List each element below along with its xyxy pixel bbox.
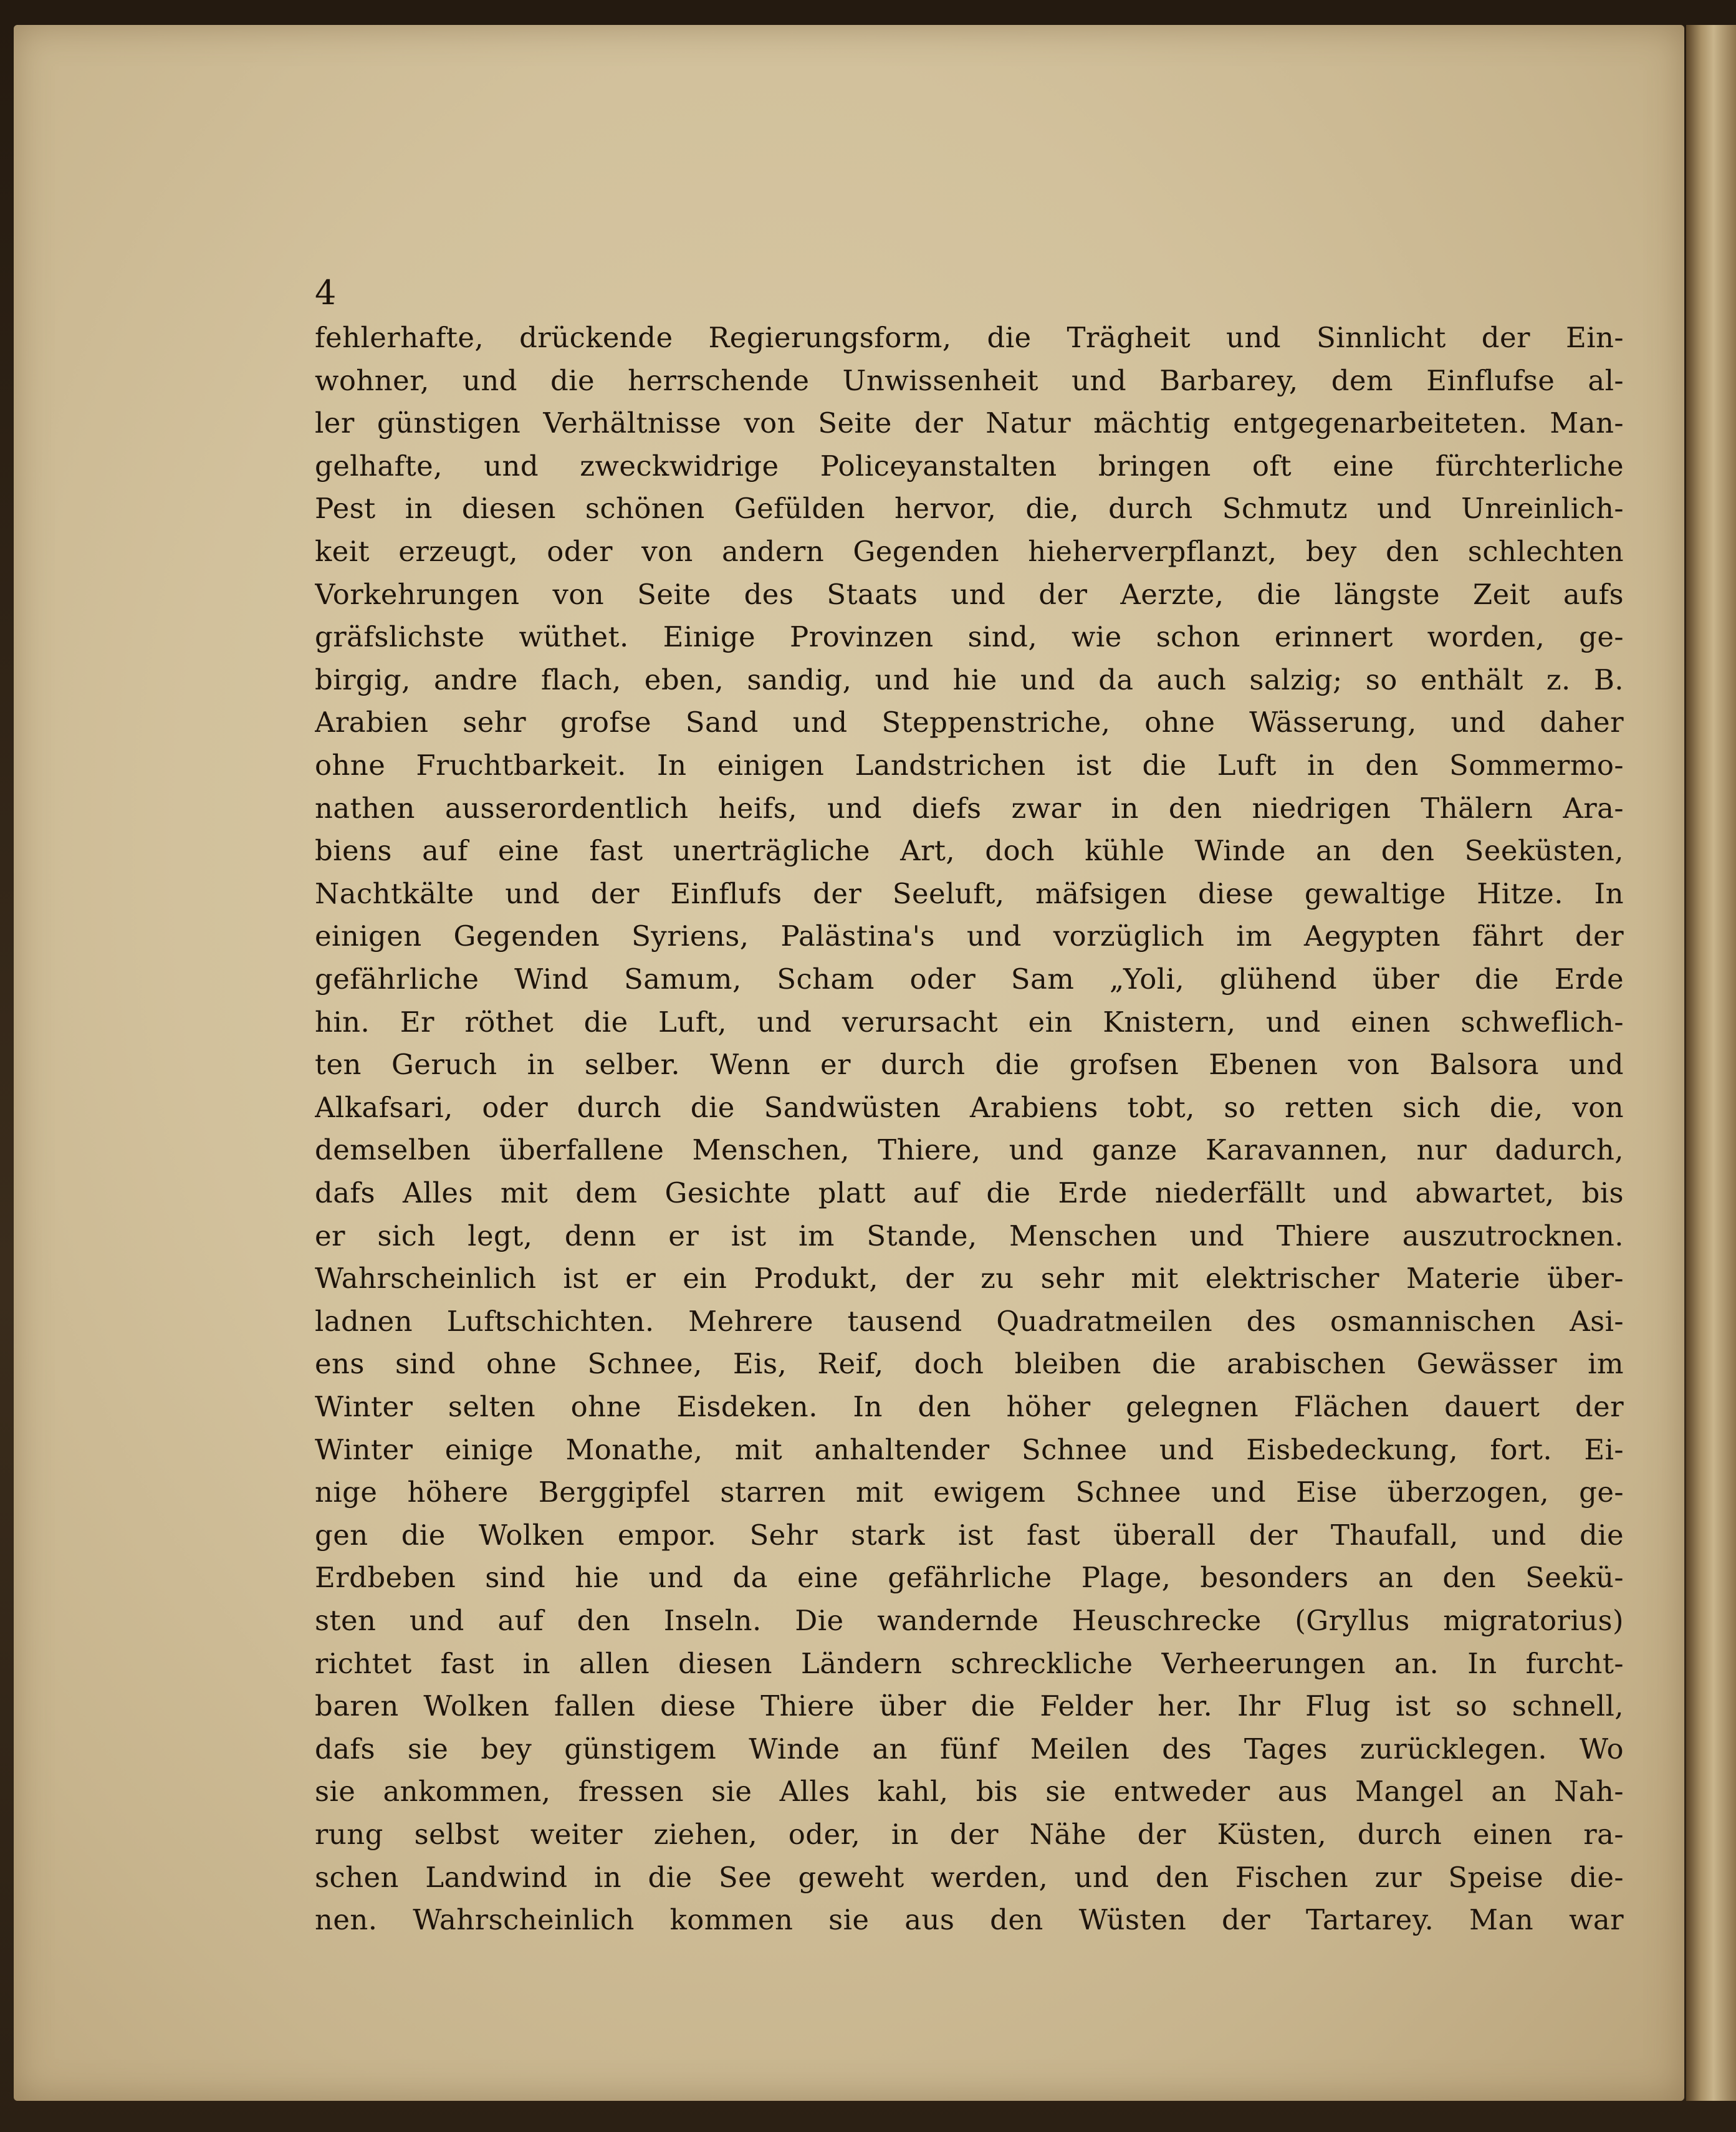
text-line: Arabien sehr grofse Sand und Steppenstriche, ohne Wässerung, und daher (315, 706, 1624, 739)
text-line: Alkafsari, oder durch die Sandwüsten Arabiens tobt, so retten sich die, von (315, 1090, 1624, 1124)
text-line: er sich legt, denn er ist im Stande, Menschen und Thiere auszutrocknen. (315, 1219, 1624, 1252)
text-line: baren Wolken fallen diese Thiere über die Felder her. Ihr Flug ist so schnell, (315, 1689, 1624, 1723)
text-line: Nachtkälte und der Einflufs der Seeluft, mäfsigen diese gewaltige Hitze. In (315, 876, 1624, 910)
page-edge (1686, 25, 1736, 2101)
text-line: keit erzeugt, oder von andern Gegenden hieherverpflanzt, bey den schlechten (315, 535, 1624, 568)
text-line: sten und auf den Inseln. Die wandernde Heuschrecke (Gryllus migratorius) (315, 1604, 1624, 1637)
text-line: gefährliche Wind Samum, Scham oder Sam „Yoli, glühend über die Erde (315, 963, 1624, 996)
text-line: ten Geruch in selber. Wenn er durch die grofsen Ebenen von Balsora und (315, 1048, 1624, 1082)
text-line: Erdbeben sind hie und da eine gefährliche Plage, besonders an den Seekü- (315, 1561, 1624, 1595)
text-line: gräfslichste wüthet. Einige Provinzen sind, wie schon erinnert worden, ge- (315, 620, 1624, 654)
text-line: gen die Wolken empor. Sehr stark ist fast überall der Thaufall, und die (315, 1518, 1624, 1552)
text-line: birgig, andre flach, eben, sandig, und hie und da auch salzig; so enthält z. B. (315, 663, 1624, 696)
text-line: Pest in diesen schönen Gefülden hervor, die, durch Schmutz und Unreinlich- (315, 492, 1624, 526)
text-line: ohne Fruchtbarkeit. In einigen Landstrichen ist die Luft in den Sommermo- (315, 749, 1624, 782)
text-line: nige höhere Berggipfel starren mit ewigem Schnee und Eise überzogen, ge- (315, 1476, 1624, 1509)
text-line: Winter selten ohne Eisdeken. In den höher gelegnen Flächen dauert der (315, 1390, 1624, 1423)
text-line: fehlerhafte, drückende Regierungsform, die Trägheit und Sinnlicht der Ein- (315, 321, 1624, 354)
text-line: ens sind ohne Schnee, Eis, Reif, doch bleiben die arabischen Gewässer im (315, 1347, 1624, 1381)
text-line: Wahrscheinlich ist er ein Produkt, der zu sehr mit elektrischer Materie über- (315, 1262, 1624, 1295)
text-line: wohner, und die herrschende Unwissenheit und Barbarey, dem Einflufse al- (315, 363, 1624, 397)
body-text (315, 274, 1624, 1957)
text-line: dafs Alles mit dem Gesichte platt auf die Erde niederfällt und abwartet, bis (315, 1176, 1624, 1209)
text-line: Vorkehrungen von Seite des Staats und der Aerzte, die längste Zeit aufs (315, 577, 1624, 611)
text-line: einigen Gegenden Syriens, Palästina's und vorzüglich im Aegypten fährt der (315, 920, 1624, 953)
text-line: richtet fast in allen diesen Ländern schreckliche Verheerungen an. In furcht- (315, 1646, 1624, 1680)
text-line: nen. Wahrscheinlich kommen sie aus den Wüsten der Tartarey. Man war (315, 1903, 1624, 1937)
text-line: hin. Er röthet die Luft, und verursacht ein Knistern, und einen schweflich- (315, 1005, 1624, 1039)
text-line: dafs sie bey günstigem Winde an fünf Meilen des Tages zurücklegen. Wo (315, 1732, 1624, 1765)
page-number: 4 (315, 273, 337, 312)
text-line: ladnen Luftschichten. Mehrere tausend Quadratmeilen des osmannischen Asi- (315, 1304, 1624, 1338)
text-line: schen Landwind in die See geweht werden, und den Fischen zur Speise die- (315, 1860, 1624, 1894)
text-line: ler günstigen Verhältnisse von Seite der Natur mächtig entgegenarbeiteten. Man- (315, 406, 1624, 440)
text-line: biens auf eine fast unerträgliche Art, doch kühle Winde an den Seeküsten, (315, 834, 1624, 868)
text-line: sie ankommen, fressen sie Alles kahl, bis sie entweder aus Mangel an Nah- (315, 1775, 1624, 1808)
text-line: nathen ausserordentlich heifs, und diefs zwar in den niedrigen Thälern Ara- (315, 791, 1624, 825)
text-line: demselben überfallene Menschen, Thiere, und ganze Karavannen, nur dadurch, (315, 1133, 1624, 1167)
text-line: Winter einige Monathe, mit anhaltender Schnee und Eisbedeckung, fort. Ei- (315, 1433, 1624, 1466)
text-line: rung selbst weiter ziehen, oder, in der Nähe der Küsten, durch einen ra- (315, 1818, 1624, 1851)
text-line: gelhafte, und zweckwidrige Policeyanstalten bringen oft eine fürchterliche (315, 449, 1624, 483)
